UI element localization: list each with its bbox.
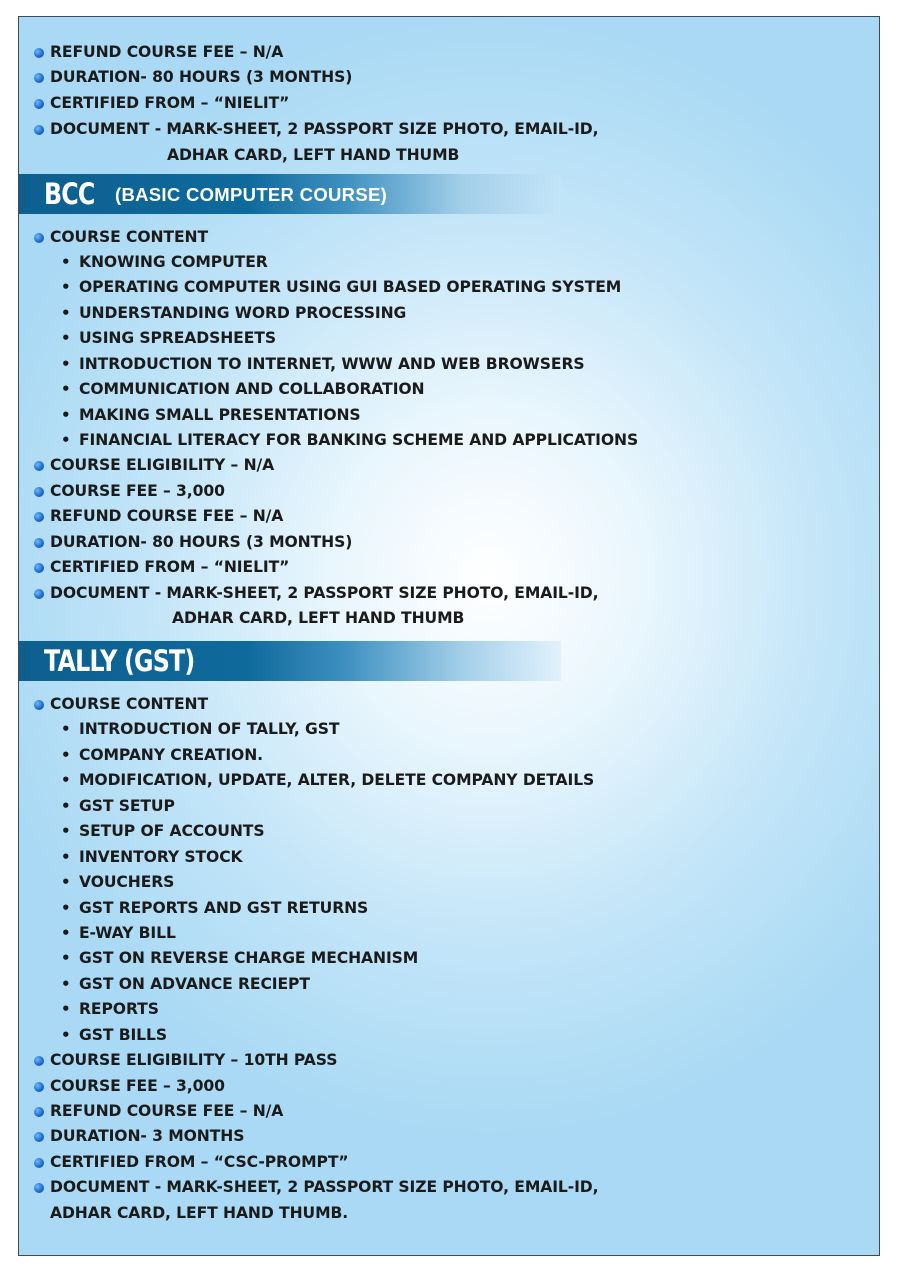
bullet-dot-icon [34, 538, 44, 548]
bcc-subtitle: (BASIC COMPUTER COURSE) [115, 184, 388, 205]
bullet-icon: • [61, 797, 71, 815]
bullet-icon: • [61, 771, 71, 789]
bullet-dot-icon [34, 563, 44, 573]
bullet-dot-icon [34, 1056, 44, 1066]
bcc-title: BCC [44, 177, 95, 211]
bullet-dot-icon [34, 1158, 44, 1168]
bullet-dot-icon [34, 1132, 44, 1142]
bullet-dot-icon [34, 73, 44, 83]
bullet-dot-icon [34, 512, 44, 522]
bullet-icon: • [61, 1026, 71, 1044]
bullet-icon: • [61, 949, 71, 967]
bullet-icon: • [61, 253, 71, 271]
bullet-icon: • [61, 975, 71, 993]
bullet-dot-icon [34, 233, 44, 243]
bullet-dot-icon [34, 99, 44, 109]
bcc-section-header [19, 174, 561, 214]
bullet-dot-icon [34, 461, 44, 471]
bullet-icon: • [61, 355, 71, 373]
bullet-dot-icon [34, 700, 44, 710]
bullet-dot-icon [34, 1107, 44, 1117]
bullet-dot-icon [34, 125, 44, 135]
bullet-dot-icon [34, 487, 44, 497]
bullet-icon: • [61, 720, 71, 738]
bullet-icon: • [61, 822, 71, 840]
bullet-dot-icon [34, 1183, 44, 1193]
bullet-icon: • [61, 1000, 71, 1018]
bullet-icon: • [61, 848, 71, 866]
bullet-icon: • [61, 924, 71, 942]
bullet-icon: • [61, 746, 71, 764]
tally-title: TALLY (GST) [44, 644, 195, 678]
bullet-icon: • [61, 431, 71, 449]
bullet-icon: • [61, 899, 71, 917]
bullet-dot-icon [34, 589, 44, 599]
bullet-dot-icon [34, 1082, 44, 1092]
course-info-panel: REFUND COURSE FEE – N/A DURATION- 80 HOURS (3 MONTHS) CERTIFIED FROM – “NIELIT” DOCUMENT - MARK-SHEET, 2 PASSPORT SIZE PHOTO, EMAIL-ID, ADHAR CARD, LEFT HAND THUMB BCC (BASIC COMPUTER COURSE) COURSE CONTENT • KNOWING COMPUTER • OPERATING COMPUTER USING GUI BASED OPERATING SYSTEM • UNDERSTANDING WORD PROCESSING • USING SPREADSHEETS • INTRODUCTION TO INTERNET, WWW AND WEB BROWSERS • COMMUNICATION AND COLLABORATION • MAKING SMALL PRESENTATIONS • FINANCIAL LITERACY FOR BANKING SCHEME AND APPLICATIONS COURSE ELIGIBILITY – N/A COURSE FEE – 3,000 REFUND COURSE FEE – N/A DURATION- 80 HOURS (3 MONTHS) CERTIFIED FROM – “NIELIT” DOCUMENT - MARK-SHEET, 2 PASSPORT SIZE PHOTO, EMAIL-ID, ADHAR CARD, LEFT HAND THUMB TALLY (GST) COURSE CONTENT • INTRODUCTION OF TALLY, GST • COMPANY CREATION. • MODIFICATION, UPDATE, ALTER, DELETE COMPANY DETAILS • GST SETUP • SETUP OF ACCOUNTS • INVENTORY STOCK • VOUCHERS • GST REPORTS AND GST RETURNS • E-WAY BILL • GST ON REVERSE CHARGE MECHANISM • GST ON ADVANCE RECIEPT • REPORTS • GST BILLS COURSE ELIGIBILITY – 10TH PASS COURSE FEE – 3,000 REFUND COURSE FEE – N/A DURATION- 3 MONTHS CERTIFIED FROM – “CSC-PROMPT” DOCUMENT - MARK-SHEET, 2 PASSPORT SIZE PHOTO, EMAIL-ID, ADHAR CARD, LEFT HAND THUMB. [18, 16, 880, 1256]
bullet-icon: • [61, 380, 71, 398]
bullet-icon: • [61, 304, 71, 322]
bullet-dot-icon [34, 48, 44, 58]
bullet-icon: • [61, 329, 71, 347]
bullet-icon: • [61, 873, 71, 891]
tally-section-header [19, 641, 561, 681]
bullet-icon: • [61, 406, 71, 424]
bullet-icon: • [61, 278, 71, 296]
